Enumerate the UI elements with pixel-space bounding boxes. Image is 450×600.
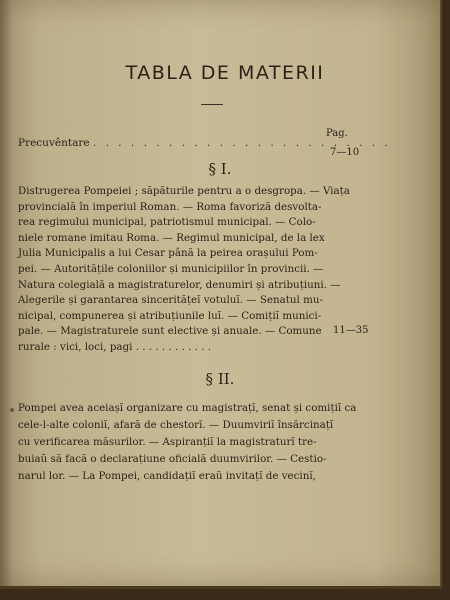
section-2-summary <box>18 400 357 485</box>
text-line: cu verificarea măsurilor. — Aspiranțiĭ la magistraturĭ tre- <box>18 436 317 448</box>
section-heading-1: § I. <box>208 160 232 178</box>
ink-spot <box>10 408 14 412</box>
text-line: niele romane imitau Roma. — Regimul municipal, de la lex <box>18 231 325 244</box>
text-line: Pompei avea aceiașĭ organizare cu magistrațĭ, senat și comițiĭ ca <box>18 402 357 414</box>
text-line: Alegerile și garantarea sinceritățeĭ votuluĭ. — Senatul mu- <box>18 294 323 307</box>
text-line: Natura colegială a magistraturelor, denumiri și atribuțiuni. — <box>18 278 341 291</box>
text-line: pale. — Magistraturele sunt elective și anuale. — Comune <box>18 325 322 338</box>
text-line: buiaŭ să facă o declarațiune oficială duumvirilor. — Cestio- <box>18 453 327 465</box>
text-line: cele-l-alte coloniĭ, afară de chestorĭ. — Duumviriĭ însărcinațĭ <box>18 419 334 431</box>
preface-entry <box>18 137 391 149</box>
page-gutter-shadow <box>0 0 12 586</box>
text-line: rurale : vici, loci, pagi . . . . . . . . . . . . <box>18 340 212 353</box>
section-heading-2: § II. <box>205 370 235 388</box>
dot-leader: . . . . . . . . . . . . . . . . . . . . . . . . <box>92 137 391 149</box>
text-line: nicipal, compunerea și atribuțiunile luĭ. — Comițiĭ munici- <box>18 309 322 322</box>
text-line: Julia Municipalis a lui Cesar până la peirea orașului Pom- <box>18 247 318 260</box>
preface-label: Precuvêntare <box>18 137 90 149</box>
text-line: Distrugerea Pompeiei ; săpăturile pentru a o desgropa. — Viața <box>18 185 350 197</box>
text-line: narul lor. — La Pompei, candidațiĭ eraŭ invitațĭ de vecinĭ, <box>18 470 316 482</box>
section-1-summary <box>18 184 350 356</box>
section-1-pages: 11—35 <box>333 325 369 336</box>
title-underline <box>201 104 223 105</box>
text-line: pei. — Autoritățile coloniilor și municipiilor în provincii. — <box>18 262 324 275</box>
text-line: provincială în imperiul Roman. — Roma favoriză desvolta- <box>18 200 322 213</box>
page-column-label: Pag. <box>326 128 348 139</box>
text-line: rea regimului municipal, patriotismul municipal. — Colo- <box>18 216 316 229</box>
preface-pages: 7—10 <box>330 147 360 158</box>
page-title: TABLA DE MATERII <box>125 62 325 84</box>
